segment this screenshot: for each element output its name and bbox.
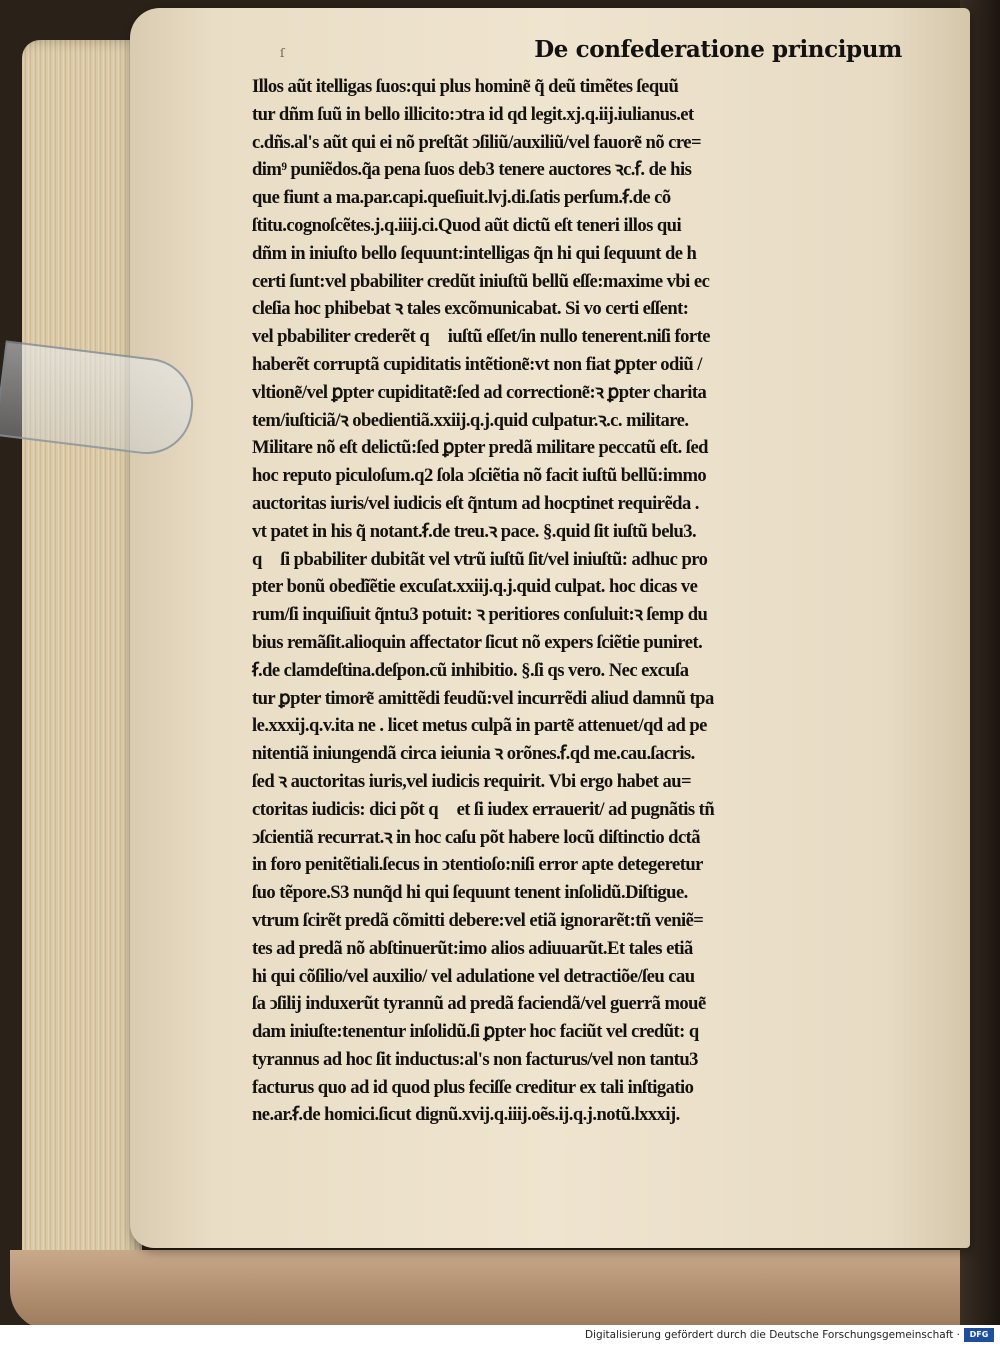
text-block [252,36,902,1129]
text-line: q᷑ ſi pbabiliter dubitãt vel vtrũ iuſtũ ſit/vel iniuſtũ: adhuc pro [252,548,708,570]
text-line: dam iniuſte:tenentur inſolidũ.ſi ꝑpter hoc faciũt vel credũt: q᷑ [252,1021,714,1043]
text-line: ne.ar.ẜ.de homici.ſicut dignũ.xvij.q.iiij.oẽs.ij.q.j.notũ.lxxxij. [252,1104,680,1126]
text-line: tyrannus ad hoc ſit inductus:al's non facturus/vel non tantu3 [252,1048,698,1070]
text-line: ſtitu.cognoſcẽtes.j.q.iiij.ci.Quod aũt dictũ eſt teneri illos qui [252,214,682,236]
text-line: ctoritas iudicis: dici põt q᷑ et ſi iudex errauerit/ ad pugnãtis tñ [252,798,715,820]
text-line: c.dñs.al's aũt qui ei nõ preſtãt ↄſiliũ/auxiliũ/vel fauore͂ nõ cre= [252,131,701,153]
text-line: facturus quo ad id quod plus feciſſe creditur ex tali inſtigatio [252,1076,694,1098]
dfg-logo: DFG [964,1328,994,1342]
text-line: dñm in iniuſto bello ſequunt:intelligas q̃n hi qui ſequunt de h [252,242,697,264]
text-line: vt patet in his q̃ notant.ẜ.de treu.ꝛ pace. §.quid ſit iuſtũ belu3. [252,520,697,542]
text-line: in foro penitẽtiali.ſecus in ↄtentioſo:niſi error apte detegeretur [252,854,703,876]
text-line: ſed ꝛ auctoritas iuris,vel iudicis requirit. Vbi ergo habet au= [252,770,692,792]
text-line: le.xxxij.q.v.ita ne . licet metus culpã in parte͂ attenuet/qd ad pe [252,715,707,737]
text-line: hi qui cõſilio/vel auxilio/ vel adulatione vel detractiõe/ſeu cau [252,965,695,987]
text-line: bius remãſit.alioquin affectator ſicut nõ expers ſciẽtie puniret. [252,631,703,653]
text-line: que fiunt a ma.par.capi.queſiuit.lvj.di.ſatis perſum.ẜ.de cõ [252,187,671,209]
text-line: dim⁹ puniẽdos.q̃a pena ſuos deb3 tenere auctores ꝛc.ẜ. de his [252,159,692,181]
book-page [130,8,970,1248]
page-edges [22,40,142,1300]
footer-credit: Digitalisierung gefördert durch die Deutsche Forschungsgemeinschaft · [584,1329,960,1341]
text-line: hoc reputo piculoſum.q2 ſola ↄſciẽtia nõ facit iuſtũ bellũ:immo [252,465,707,487]
text-line: cleſia hoc phibebat ꝛ tales excõmunicabat. Si vo certi eſſent: [252,298,689,320]
text-line: rum/ſi inquiſiuit q̃ntu3 potuit: ꝛ peritiores conſuluit:ꝛ ſemp du [252,604,708,626]
text-line: tur dñm ſuũ in bello illicito:ↄtra id qd legit.xj.q.iij.iulianus.et [252,103,694,125]
text-line: ſa ↄſilij induxerũt tyrannũ ad predã faciendã/vel guerrã moue͂ [252,993,706,1015]
text-line: tur ꝑpter timore͂ amittẽdi feudũ:vel incurrẽdi aliud damnũ tpa [252,687,714,709]
text-line: auctoritas iuris/vel iudicis eſt q̃ntum ad hocptinet requirẽda . [252,492,699,514]
text-line: vel pbabiliter crederẽt q᷑ iuſtũ eſſet/in nullo tenerent.niſi forte [252,326,710,348]
text-line: tem/iuſticiã/ꝛ obedientiã.xxiij.q.j.quid culpatur.ꝛ.c. militare. [252,409,689,431]
digitization-footer [0,1325,1000,1347]
text-line: Illos aũt itelligas ſuos:qui plus homine͂ q̃ deũ timẽtes ſequũ [252,76,679,97]
text-line: haberẽt corruptã cupiditatis intẽtione͂:vt non fiat ꝑpter odiũ / [252,353,702,375]
text-line: vtrum ſcirẽt predã cõmitti debere:vel etiã ignorarẽt:tñ veniẽ= [252,909,704,931]
text-line: pter bonũ obedĩẽtie excuſat.xxiij.q.j.quid culpat. hoc dicas ve [252,576,698,598]
running-head: De confederatione principum [534,36,902,63]
text-line: ↄſcientiã recurrat.ꝛ in hoc caſu põt habere locũ diſtinctio dctã [252,826,701,848]
book-cover-bottom [10,1250,970,1325]
folio-mark: ſ [280,46,285,60]
text-line: tes ad predã nõ abſtinuerũt:imo alios adiuuarũt.Et tales etiã [252,937,693,959]
body-text [252,73,902,1129]
text-line: vltione͂/vel ꝑpter cupiditate͂:ſed ad correctione͂:ꝛ ꝑpter charita [252,381,707,403]
text-line: certi ſunt:vel pbabiliter credũt iniuſtũ bellũ eſſe:maxime vbi ec [252,270,710,292]
text-line: nitentiã iniungendã circa ieiunia ꝛ orõnes.ẜ.qd me.cau.ſacris. [252,743,695,765]
text-line: Militare nõ eſt delictũ:ſed ꝑpter predã militare peccatũ eſt. ſed [252,437,708,459]
text-line: ſuo tẽpore.S3 nunq̃d hi qui ſequunt tenent inſolidũ.Diſtigue. [252,882,688,904]
text-line: ẜ.de clamdeſtina.deſpon.cũ inhibitio. §.ſi qs vero. Nec excuſa [252,659,689,681]
